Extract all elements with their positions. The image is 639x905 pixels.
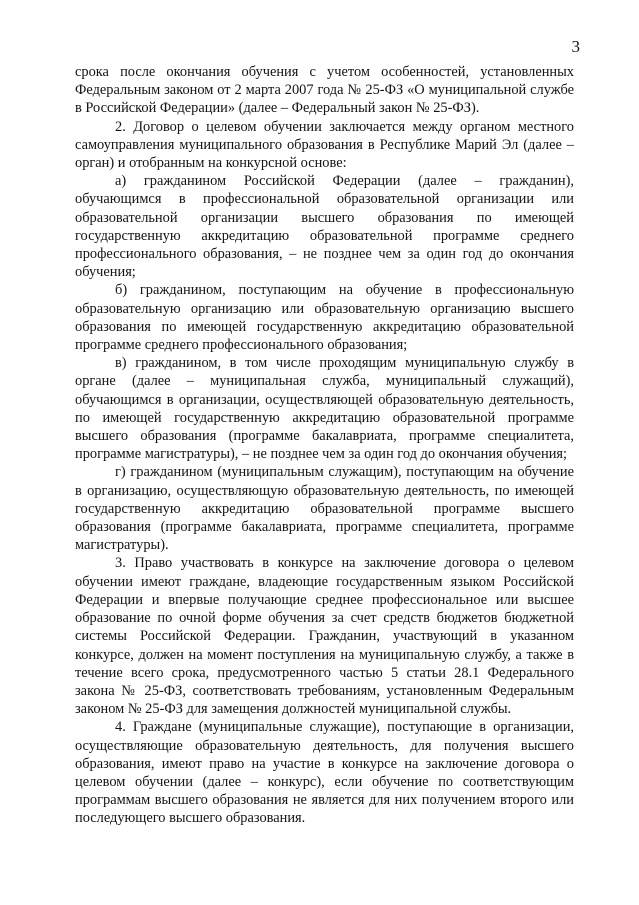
document-body <box>75 63 574 828</box>
page-number: 3 <box>571 37 580 56</box>
paragraph: 3. Право участвовать в конкурсе на заключение договора о целевом обучении имеют граждане, владеющие государственным языком Российской Федерации и впервые получающие среднее профессиональное или высшее образование по очной форме обучения за счет средств бюджетов бюджетной системы Российской Федерации. Гражданин, участвующий в указанном конкурсе, должен на момент поступления на муниципальную службу, а также в течение всего срока, предусмотренного частью 5 статьи 28.1 Федерального закона № 25-ФЗ, соответствовать требованиям, установленным Федеральным законом № 25-ФЗ для замещения должностей муниципальной службы. <box>75 555 574 718</box>
paragraph: б) гражданином, поступающим на обучение в профессиональную образовательную организацию или образовательную организацию высшего образования по имеющей государственную аккредитацию образовательной программе среднего профессионального образования; <box>75 282 574 354</box>
paragraph: срока после окончания обучения с учетом особенностей, установленных Федеральным законом от 2 марта 2007 года № 25-ФЗ «О муниципальной службе в Российской Федерации» (далее – Федеральный закон № 25-ФЗ). <box>75 64 574 117</box>
paragraph: в) гражданином, в том числе проходящим муниципальную службу в органе (далее – муниципальная служба, муниципальный служащий), обучающимся в организации, осуществляющей образовательную деятельность, по имеющей государственную аккредитацию образовательной программе высшего образования (программе бакалавриата, программе специалитета, программе магистратуры), – не позднее чем за один год до окончания обучения; <box>75 355 574 463</box>
paragraph: 2. Договор о целевом обучении заключается между органом местного самоуправления муниципального образования в Республике Марий Эл (далее – орган) и отобранным на конкурсной основе: <box>75 118 574 172</box>
paragraph: г) гражданином (муниципальным служащим), поступающим на обучение в организацию, осуществляющую образовательную деятельность, по имеющей государственную аккредитацию образовательной программе высшего образования (программе бакалавриата, программе специалитета, программе магистратуры). <box>75 464 574 554</box>
paragraph: 4. Граждане (муниципальные служащие), поступающие в организации, осуществляющие образовательную деятельность, для получения высшего образования, имеют право на участие в конкурсе на заключение договора о целевом обучении (далее – конкурс), если обучение по соответствующим программам высшего образования не является для них получением второго или последующего высшего образования. <box>75 719 574 827</box>
paragraph: а) гражданином Российской Федерации (далее – гражданин), обучающимся в профессиональной образовательной организации или образовательной организации высшего образования по имеющей государственную аккредитацию образовательной программе среднего профессионального образования, – не позднее чем за один год до окончания обучения; <box>75 173 574 281</box>
